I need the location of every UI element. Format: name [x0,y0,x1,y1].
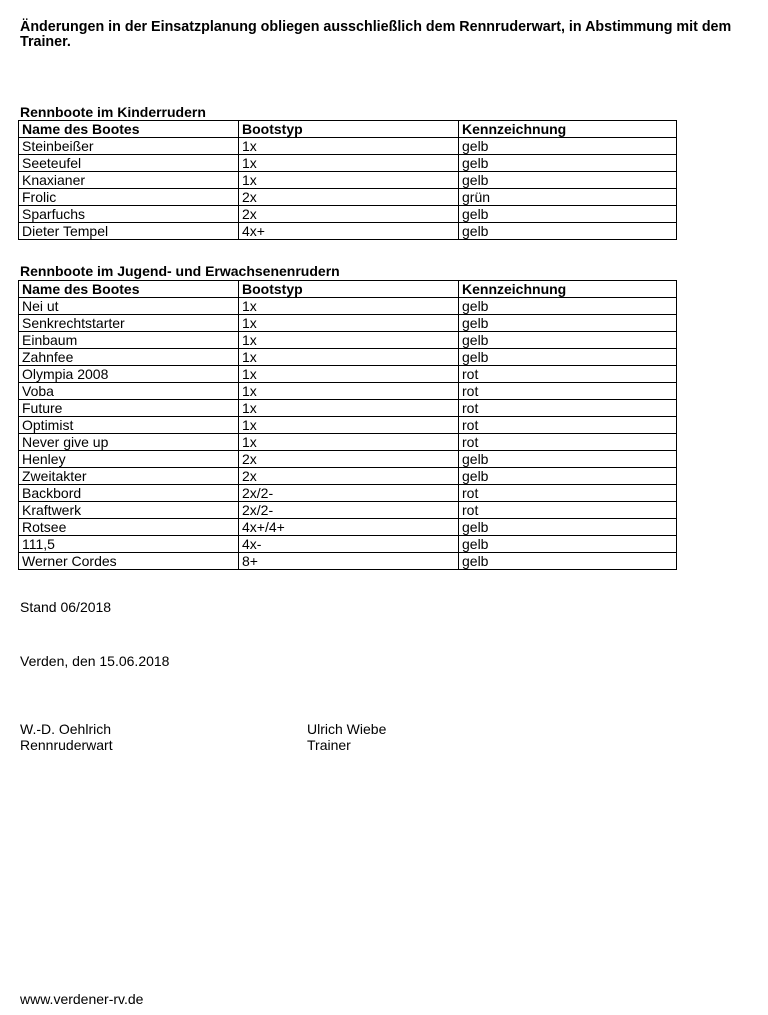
cell-marking: gelb [459,155,677,172]
table-row [19,536,677,553]
cell-boat-type: 4x+ [239,223,459,240]
table-row [19,400,677,417]
table-header-row [19,121,677,138]
table-row [19,417,677,434]
cell-boat-name: 111,5 [19,536,239,553]
cell-boat-name: Seeteufel [19,155,239,172]
cell-boat-name: Never give up [19,434,239,451]
table-row [19,138,677,155]
cell-boat-type: 2x [239,451,459,468]
col-header-name: Name des Bootes [19,281,239,298]
cell-boat-name: Optimist [19,417,239,434]
cell-boat-type: 1x [239,366,459,383]
cell-boat-name: Olympia 2008 [19,366,239,383]
cell-boat-type: 4x- [239,536,459,553]
table-row [19,332,677,349]
cell-marking: gelb [459,172,677,189]
table-row [19,383,677,400]
signature-trainer [307,721,386,753]
cell-boat-type: 1x [239,138,459,155]
table-row [19,519,677,536]
section-title-jugend: Rennboote im Jugend- und Erwachsenenrudern [20,263,340,279]
table-row [19,451,677,468]
col-header-type: Bootstyp [239,281,459,298]
cell-boat-name: Future [19,400,239,417]
stand-text: Stand 06/2018 [20,599,112,615]
table-row [19,485,677,502]
cell-marking: gelb [459,451,677,468]
signature-name: W.-D. Oehlrich [20,721,112,737]
table-row [19,315,677,332]
cell-marking: gelb [459,223,677,240]
table-header-row [19,281,677,298]
cell-boat-type: 2x/2- [239,502,459,519]
cell-boat-type: 8+ [239,553,459,570]
col-header-type: Bootstyp [239,121,459,138]
cell-boat-name: Backbord [19,485,239,502]
table-row [19,206,677,223]
table-row [19,434,677,451]
cell-marking: gelb [459,138,677,155]
col-header-marking: Kennzeichnung [459,121,677,138]
cell-boat-name: Sparfuchs [19,206,239,223]
table-jugend [18,280,677,570]
cell-boat-name: Rotsee [19,519,239,536]
cell-boat-name: Dieter Tempel [19,223,239,240]
cell-boat-name: Steinbeißer [19,138,239,155]
cell-boat-type: 2x [239,206,459,223]
signature-role: Trainer [307,737,351,753]
table-row [19,189,677,206]
cell-marking: gelb [459,206,677,223]
table-row [19,223,677,240]
cell-marking: gelb [459,349,677,366]
section-title-kinder: Rennboote im Kinderrudern [20,104,206,120]
cell-marking: rot [459,366,677,383]
cell-boat-type: 1x [239,434,459,451]
col-header-marking: Kennzeichnung [459,281,677,298]
table-row [19,172,677,189]
cell-boat-type: 1x [239,417,459,434]
cell-boat-type: 1x [239,349,459,366]
cell-marking: gelb [459,332,677,349]
cell-marking: gelb [459,536,677,553]
cell-marking: gelb [459,519,677,536]
cell-boat-type: 1x [239,155,459,172]
cell-boat-name: Einbaum [19,332,239,349]
cell-marking: rot [459,417,677,434]
table-row [19,502,677,519]
table-row [19,366,677,383]
table-row [19,298,677,315]
cell-boat-type: 4x+/4+ [239,519,459,536]
cell-boat-name: Werner Cordes [19,553,239,570]
cell-marking: gelb [459,553,677,570]
cell-marking: grün [459,189,677,206]
cell-marking: gelb [459,315,677,332]
cell-boat-name: Zweitakter [19,468,239,485]
cell-boat-type: 2x [239,189,459,206]
footer-url: www.verdener-rv.de [20,991,144,1007]
table-row [19,553,677,570]
cell-boat-name: Zahnfee [19,349,239,366]
cell-boat-name: Knaxianer [19,172,239,189]
cell-boat-type: 2x/2- [239,485,459,502]
cell-marking: rot [459,502,677,519]
cell-marking: rot [459,383,677,400]
cell-boat-type: 1x [239,298,459,315]
cell-boat-name: Voba [19,383,239,400]
cell-boat-name: Nei ut [19,298,239,315]
cell-marking: gelb [459,298,677,315]
cell-boat-type: 1x [239,315,459,332]
signature-name: Ulrich Wiebe [307,721,387,737]
cell-boat-name: Senkrechtstarter [19,315,239,332]
cell-boat-type: 2x [239,468,459,485]
col-header-name: Name des Bootes [19,121,239,138]
signature-role: Rennruderwart [20,737,113,753]
cell-marking: gelb [459,468,677,485]
signature-rennruderwart [20,721,113,753]
cell-boat-name: Frolic [19,189,239,206]
cell-boat-name: Kraftwerk [19,502,239,519]
cell-boat-name: Henley [19,451,239,468]
table-row [19,468,677,485]
table-row [19,349,677,366]
place-date: Verden, den 15.06.2018 [20,653,170,669]
cell-boat-type: 1x [239,400,459,417]
intro-text: Änderungen in der Einsatzplanung obliegen ausschließlich dem Rennruderwart, in Abstimmung mit dem Trainer. [20,19,732,50]
cell-boat-type: 1x [239,332,459,349]
cell-marking: rot [459,485,677,502]
table-row [19,155,677,172]
cell-marking: rot [459,434,677,451]
table-kinder [18,120,677,240]
cell-boat-type: 1x [239,172,459,189]
cell-boat-type: 1x [239,383,459,400]
cell-marking: rot [459,400,677,417]
